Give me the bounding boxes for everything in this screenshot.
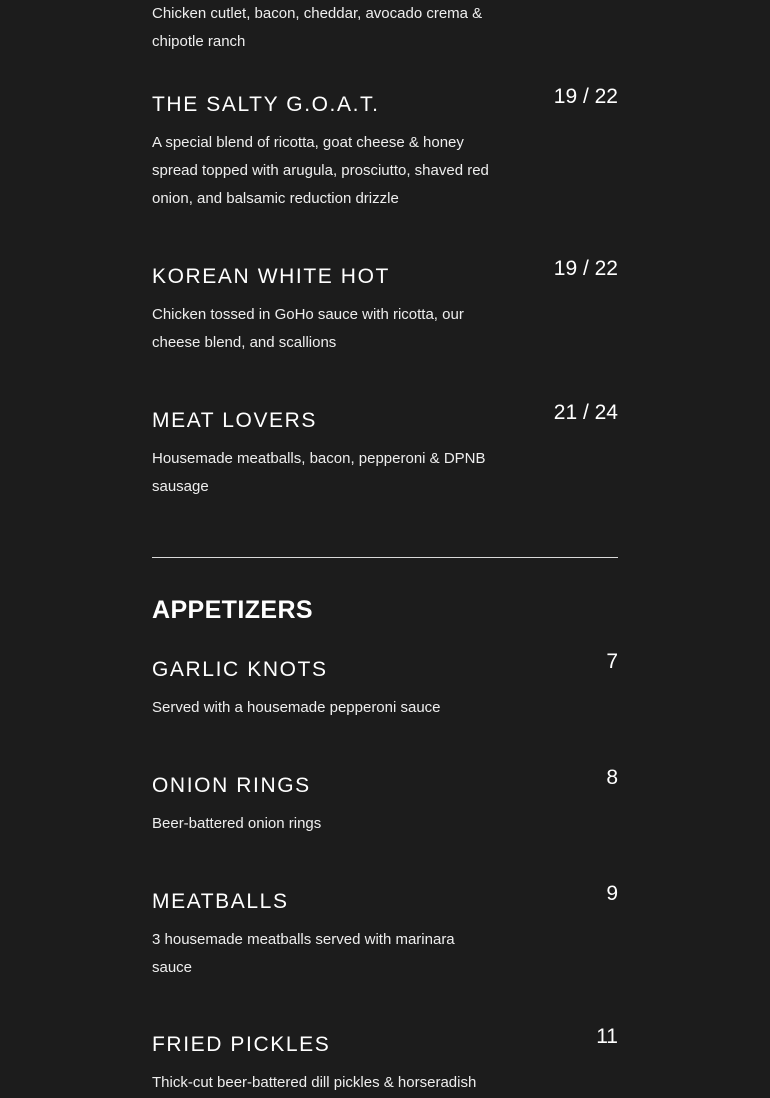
menu-column	[152, 0, 618, 1098]
menu-item-description: Beer-battered onion rings	[152, 815, 322, 832]
menu-item-price: 8	[606, 766, 618, 789]
menu-item-price: 7	[606, 650, 618, 673]
menu-item-description: 3 housemade meatballs served with marinara sauce	[152, 931, 455, 976]
menu-item-price: 19 / 22	[553, 257, 618, 280]
menu-item-description: Chicken tossed in GoHo sauce with ricotta, our cheese blend, and scallions	[152, 306, 464, 351]
menu-item-description: Housemade meatballs, bacon, pepperoni & DPNB sausage	[152, 450, 486, 495]
menu-item-price: 21 / 24	[553, 401, 618, 424]
menu-item-name: MEAT LOVERS	[152, 409, 318, 432]
menu-item-price: 19 / 22	[553, 85, 618, 108]
menu-item-name: THE SALTY G.O.A.T.	[152, 93, 380, 116]
menu-item-price: 9	[606, 882, 618, 905]
menu-item-description: Thick-cut beer-battered dill pickles & horseradish	[152, 1074, 477, 1091]
menu-item-description: Chicken cutlet, bacon, cheddar, avocado crema & chipotle ranch	[152, 5, 483, 50]
menu-item-description: Served with a housemade pepperoni sauce	[152, 699, 441, 716]
menu-item-name: ONION RINGS	[152, 774, 311, 797]
menu-item-name: KOREAN WHITE HOT	[152, 265, 390, 288]
menu-item-price: 11	[596, 1025, 618, 1048]
menu-item-name: FRIED PICKLES	[152, 1033, 331, 1056]
menu-item-name: MEATBALLS	[152, 890, 289, 913]
section-divider	[152, 557, 618, 558]
menu-item-description: A special blend of ricotta, goat cheese & honey spread topped with arugula, prosciutto, shaved red onion, and balsamic reduction drizzle	[152, 134, 489, 207]
section-title-appetizers: APPETIZERS	[152, 596, 313, 624]
menu-item-name: GARLIC KNOTS	[152, 658, 328, 681]
